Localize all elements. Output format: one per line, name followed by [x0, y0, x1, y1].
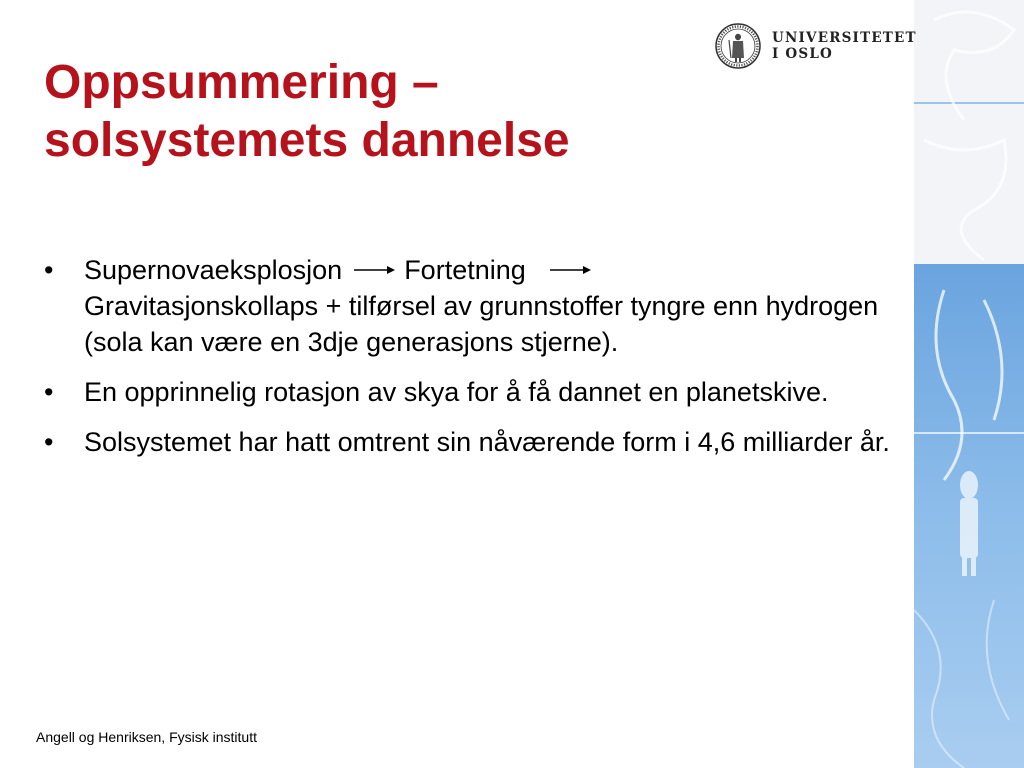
- slide-title-line-1: Oppsummering –: [44, 56, 439, 109]
- bullet-item-2: [44, 374, 894, 410]
- bullet-list: [44, 252, 894, 474]
- slide-footer: Angell og Henriksen, Fysisk institutt: [36, 729, 257, 745]
- bullet-3-text: Solsystemet har hatt omtrent sin nåværende form i 4,6 milliarder år.: [84, 427, 890, 457]
- university-logo: [714, 22, 917, 72]
- bullet-1-part-3: Gravitasjonskollaps + tilførsel av grunnstoffer tyngre enn hydrogen (sola kan være en 3dje generasjons stjerne).: [84, 291, 879, 357]
- bullet-item-1: [44, 252, 894, 360]
- bullet-1-part-1: Supernovaeksplosjon: [84, 255, 343, 285]
- bullet-1-part-2: Fortetning: [404, 255, 526, 285]
- right-arrow-icon: [550, 263, 592, 277]
- bullet-marker: •: [44, 255, 54, 285]
- slide-title-line-2: solsystemets dannelse: [44, 114, 570, 167]
- university-wordmark: [772, 30, 917, 62]
- logo-line-2: I OSLO: [772, 46, 833, 62]
- right-arrow-icon: [354, 263, 396, 277]
- bullet-marker: •: [44, 427, 54, 457]
- bullet-marker: •: [44, 377, 54, 407]
- bullet-item-3: [44, 424, 894, 460]
- sidebar-decoration: [914, 0, 1024, 768]
- logo-line-1: UNIVERSITETET: [772, 30, 917, 46]
- bullet-2-text: En opprinnelig rotasjon av skya for å få dannet en planetskive.: [84, 377, 829, 407]
- slide-title: [44, 54, 724, 170]
